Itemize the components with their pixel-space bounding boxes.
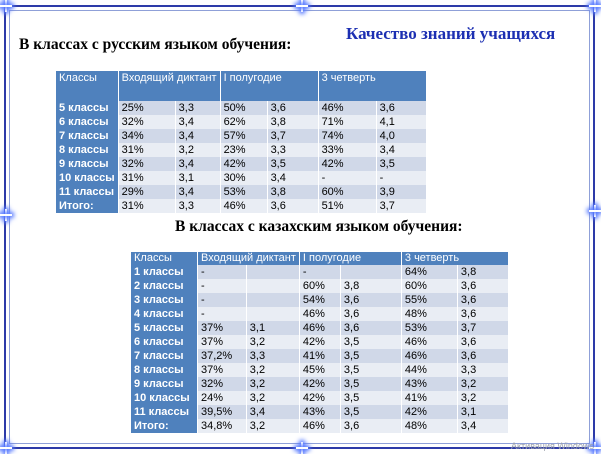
table-cell: 53%	[402, 321, 457, 335]
edge-sparkle-icon	[296, 0, 308, 12]
table-row	[56, 171, 426, 185]
table-cell: 3,2	[247, 419, 299, 433]
table-row	[131, 349, 508, 363]
table-cell: 37%	[198, 321, 246, 335]
table-cell: 3,5	[341, 391, 401, 405]
table-cell: 32%	[119, 115, 175, 129]
table-cell: 71%	[319, 115, 376, 129]
table-cell: 43%	[300, 405, 340, 419]
table-cell: 30%	[221, 171, 267, 185]
table-cell: 62%	[221, 115, 267, 129]
table-cell: 3,5	[341, 335, 401, 349]
table-cell: 46%	[402, 349, 457, 363]
column-header: 3 четверть	[319, 71, 426, 101]
table-cell: 3,9	[377, 185, 426, 199]
table-header-row	[56, 71, 426, 101]
table-cell: 42%	[300, 377, 340, 391]
table-cell: 3,2	[247, 363, 299, 377]
table-row	[131, 279, 508, 293]
table-cell: 3,4	[176, 157, 220, 171]
column-header: Классы	[56, 71, 118, 101]
table-cell: 31%	[119, 199, 175, 213]
table-cell: 3,1	[458, 405, 508, 419]
table-cell: 31%	[119, 171, 175, 185]
table-cell: 3,4	[247, 405, 299, 419]
row-label: 10 классы	[131, 391, 197, 405]
table-cell: 3,8	[268, 115, 318, 129]
table-cell: 42%	[319, 157, 376, 171]
column-header: Входящий диктант	[198, 252, 299, 265]
table-cell: 42%	[221, 157, 267, 171]
table-cell: 48%	[402, 307, 457, 321]
kazakh-section-heading: В классах с казахским языком обучения:	[175, 218, 463, 235]
table-cell: 41%	[300, 349, 340, 363]
table-cell: 3,6	[458, 307, 508, 321]
table-cell: 3,3	[458, 363, 508, 377]
table-cell: -	[300, 265, 340, 279]
table-cell: 3,6	[268, 101, 318, 115]
activation-watermark: Активация Windows	[511, 441, 594, 451]
table-cell: 3,2	[176, 143, 220, 157]
table-cell: 3,5	[377, 157, 426, 171]
russian-results-table	[55, 71, 427, 213]
table-row	[56, 157, 426, 171]
table-cell: 3,2	[458, 391, 508, 405]
table-cell: 41%	[402, 391, 457, 405]
table-cell: 3,3	[176, 199, 220, 213]
table-cell: 3,6	[341, 419, 401, 433]
table-cell: 34,8%	[198, 419, 246, 433]
edge-sparkle-icon	[589, 205, 601, 217]
table-row	[56, 129, 426, 143]
table-cell: 3,2	[247, 391, 299, 405]
table-header-row	[131, 252, 508, 265]
table-cell: 3,2	[458, 377, 508, 391]
table-cell	[247, 307, 299, 321]
row-label: 7 классы	[131, 349, 197, 363]
table-row	[131, 335, 508, 349]
table-row	[131, 391, 508, 405]
table-row	[56, 185, 426, 199]
table-cell: 3,5	[341, 349, 401, 363]
table-cell: 3,6	[458, 279, 508, 293]
table-row	[131, 293, 508, 307]
table-cell: 57%	[221, 129, 267, 143]
edge-sparkle-icon	[296, 442, 308, 454]
row-label: 7 классы	[56, 129, 118, 143]
table-cell: 3,7	[458, 321, 508, 335]
table-cell: 3,7	[268, 129, 318, 143]
table-row	[131, 265, 508, 279]
table-cell: 3,4	[377, 143, 426, 157]
table-cell: 3,6	[268, 199, 318, 213]
table-row	[56, 101, 426, 115]
table-cell: 3,6	[341, 293, 401, 307]
table-cell: 3,6	[341, 307, 401, 321]
row-label: Итого:	[131, 419, 197, 433]
corner-sparkle-icon	[589, 0, 601, 12]
table-cell: -	[198, 279, 246, 293]
table-cell: 3,8	[458, 265, 508, 279]
table-cell: 3,6	[377, 101, 426, 115]
table-cell: 34%	[119, 129, 175, 143]
row-label: 8 классы	[131, 363, 197, 377]
row-label: 10 классы	[56, 171, 118, 185]
column-header: I полугодие	[221, 71, 318, 101]
table-cell: 60%	[402, 279, 457, 293]
table-cell: 46%	[319, 101, 376, 115]
table-cell: 3,6	[341, 321, 401, 335]
table-cell: -	[198, 293, 246, 307]
row-label: 6 классы	[131, 335, 197, 349]
table-cell: 3,5	[268, 157, 318, 171]
column-header: 3 четверть	[402, 252, 508, 265]
table-cell: -	[198, 307, 246, 321]
row-label: 11 классы	[131, 405, 197, 419]
table-cell: 44%	[402, 363, 457, 377]
table-cell: 3,3	[176, 101, 220, 115]
table-cell: 37%	[198, 363, 246, 377]
row-label: 4 классы	[131, 307, 197, 321]
table-cell: 42%	[300, 335, 340, 349]
table-cell: 3,8	[268, 185, 318, 199]
table-cell: 46%	[300, 307, 340, 321]
table-cell: -	[319, 171, 376, 185]
table-cell: 3,1	[176, 171, 220, 185]
table-cell: 3,3	[268, 143, 318, 157]
edge-sparkle-icon	[0, 209, 12, 221]
column-header: Входящий диктант	[119, 71, 220, 101]
table-cell: 3,4	[176, 185, 220, 199]
slide-title: Качество знаний учащихся	[346, 24, 556, 43]
table-cell: 39,5%	[198, 405, 246, 419]
table-cell: 37,2%	[198, 349, 246, 363]
table-cell: 3,6	[458, 349, 508, 363]
table-cell: 54%	[300, 293, 340, 307]
table-cell: 3,5	[341, 363, 401, 377]
table-cell	[341, 265, 401, 279]
table-cell: 29%	[119, 185, 175, 199]
table-cell: -	[377, 171, 426, 185]
table-cell: 55%	[402, 293, 457, 307]
table-cell: 3,6	[458, 335, 508, 349]
table-cell: 3,7	[377, 199, 426, 213]
table-cell: 37%	[198, 335, 246, 349]
row-label: 9 классы	[131, 377, 197, 391]
corner-sparkle-icon	[0, 0, 12, 12]
table-cell: 50%	[221, 101, 267, 115]
table-cell: 3,5	[341, 405, 401, 419]
table-cell: 45%	[300, 363, 340, 377]
table-cell	[247, 265, 299, 279]
table-row	[131, 321, 508, 335]
table-row	[56, 143, 426, 157]
table-cell: 3,3	[247, 349, 299, 363]
row-label: 8 классы	[56, 143, 118, 157]
table-row	[131, 307, 508, 321]
table-cell: 4,1	[377, 115, 426, 129]
table-cell	[247, 279, 299, 293]
table-cell: 46%	[221, 199, 267, 213]
kazakh-results-table	[130, 252, 509, 433]
table-cell	[247, 293, 299, 307]
table-cell: 3,6	[458, 293, 508, 307]
table-cell: 4,0	[377, 129, 426, 143]
table-cell: 31%	[119, 143, 175, 157]
row-label: 11 классы	[56, 185, 118, 199]
table-row	[131, 377, 508, 391]
row-label: Итого:	[56, 199, 118, 213]
table-cell: 25%	[119, 101, 175, 115]
table-row	[131, 419, 508, 433]
table-cell: 74%	[319, 129, 376, 143]
table-cell: 42%	[300, 391, 340, 405]
table-cell: 46%	[300, 321, 340, 335]
row-label: 6 классы	[56, 115, 118, 129]
table-cell: 3,5	[341, 377, 401, 391]
column-header: Классы	[131, 252, 197, 265]
table-cell: 3,4	[268, 171, 318, 185]
table-cell: 33%	[319, 143, 376, 157]
row-label: 9 классы	[56, 157, 118, 171]
table-cell: -	[198, 265, 246, 279]
russian-section-heading: В классах с русским языком обучения:	[19, 36, 292, 53]
table-cell: 3,4	[458, 419, 508, 433]
table-cell: 3,4	[176, 115, 220, 129]
row-label: 5 классы	[56, 101, 118, 115]
table-cell: 60%	[300, 279, 340, 293]
table-row	[56, 115, 426, 129]
table-cell: 23%	[221, 143, 267, 157]
table-row	[56, 199, 426, 213]
table-cell: 48%	[402, 419, 457, 433]
corner-sparkle-icon	[0, 442, 12, 454]
table-cell: 3,4	[176, 129, 220, 143]
table-cell: 3,8	[341, 279, 401, 293]
table-cell: 32%	[198, 377, 246, 391]
row-label: 2 классы	[131, 279, 197, 293]
table-row	[131, 363, 508, 377]
table-cell: 46%	[402, 335, 457, 349]
table-cell: 43%	[402, 377, 457, 391]
table-cell: 51%	[319, 199, 376, 213]
row-label: 3 классы	[131, 293, 197, 307]
table-cell: 32%	[119, 157, 175, 171]
table-cell: 3,2	[247, 377, 299, 391]
table-row	[131, 405, 508, 419]
row-label: 5 классы	[131, 321, 197, 335]
row-label: 1 классы	[131, 265, 197, 279]
table-cell: 64%	[402, 265, 457, 279]
table-cell: 24%	[198, 391, 246, 405]
column-header: I полугодие	[300, 252, 401, 265]
table-cell: 3,1	[247, 321, 299, 335]
table-cell: 46%	[300, 419, 340, 433]
table-cell: 3,2	[247, 335, 299, 349]
table-cell: 42%	[402, 405, 457, 419]
table-cell: 53%	[221, 185, 267, 199]
table-cell: 60%	[319, 185, 376, 199]
